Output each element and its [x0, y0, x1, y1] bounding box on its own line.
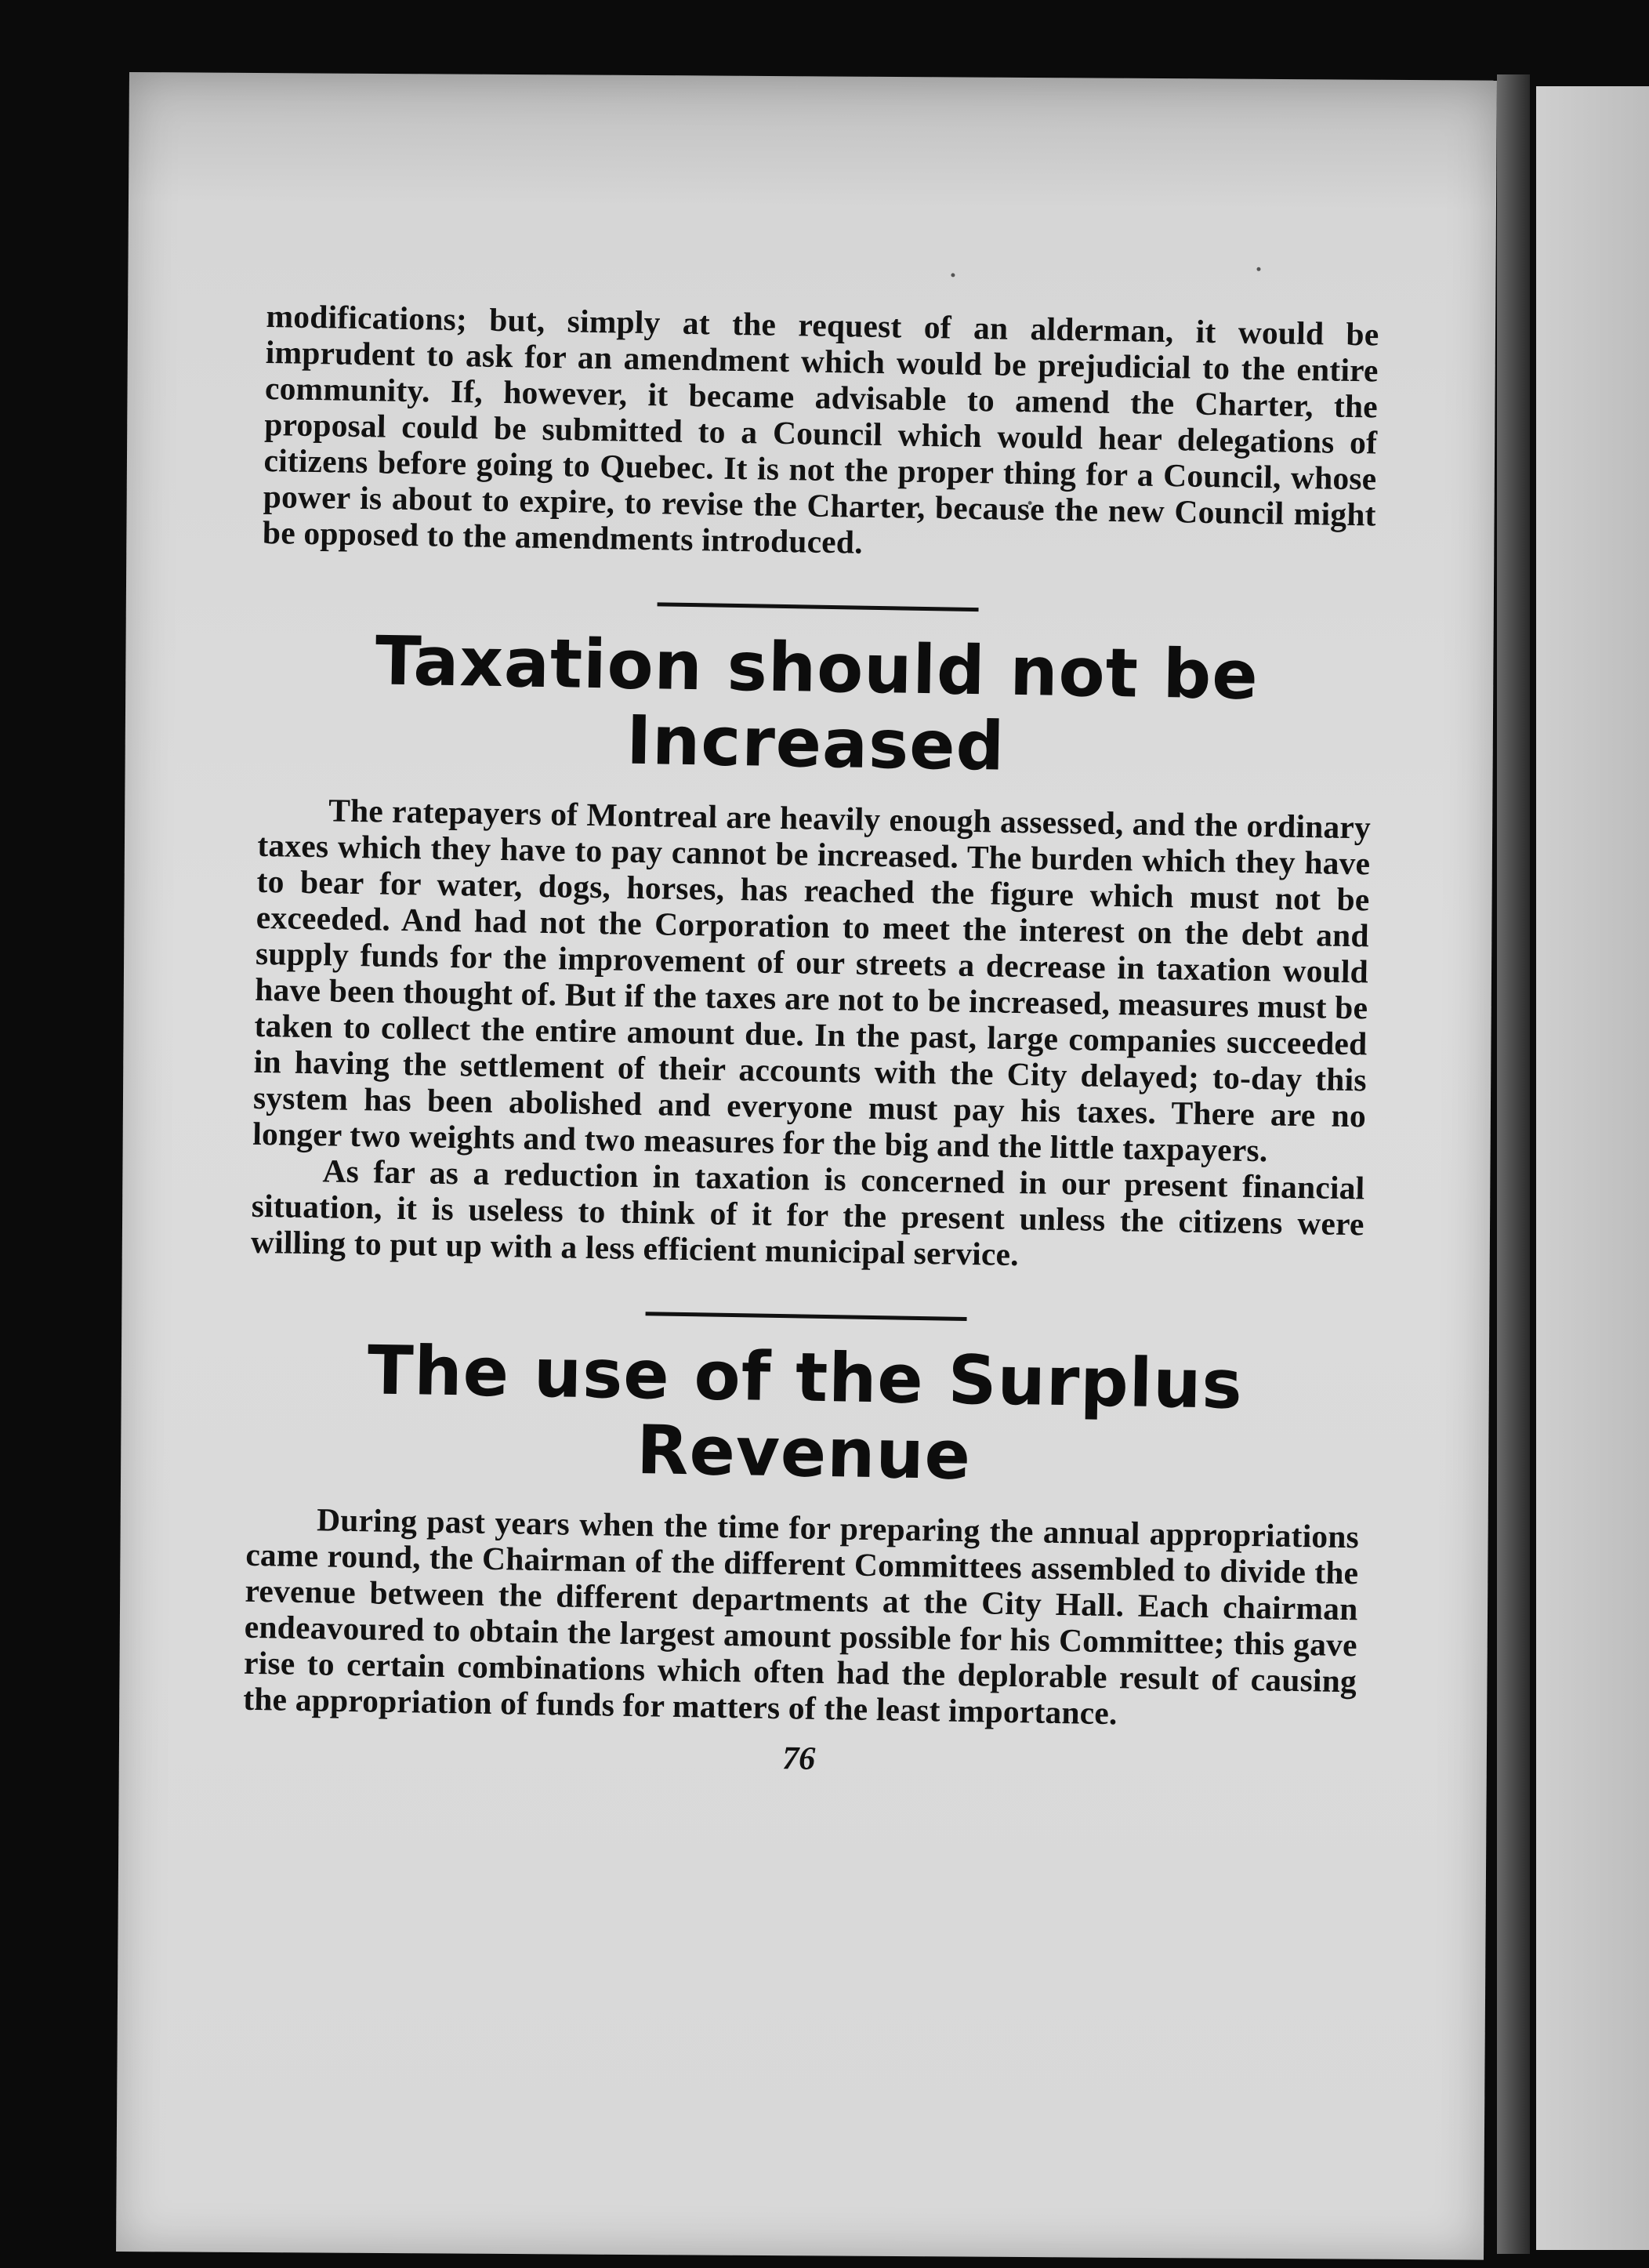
section-heading: The use of the Surplus Revenue: [367, 1331, 1244, 1496]
page-content: [242, 298, 1379, 1787]
paper-speck: [951, 273, 955, 277]
page-number: 76: [781, 1740, 816, 1777]
intro-paragraph: modifications; but, simply at the request of an alderman, it would be imprudent to ask for an amendment which would be prejudicial to the entire community. If, however, it became advisable to amend the Charter, the proposal could be submitted to a Council which would hear delegations of citizens before going to Quebec. It is not the proper thing for a Council, whose power is about to expire, to revise the Charter, because the new Council might be opposed to the amendments introduced.: [262, 298, 1379, 561]
section-taxation: [251, 622, 1374, 1278]
section-divider: [646, 1312, 967, 1321]
section-paragraph: During past years when the time for preparing the annual appropriations came round, the Chairman of the different Committees assembled to divide the revenue between the different departments at the City Hall. Each chairman endeavoured to obtain the largest amount possible for his Committee; this gave rise to certain combinations which often had the deplorable result of causing the appropriation of funds for matters of the least importance.: [242, 1501, 1360, 1732]
section-surplus-revenue: [243, 1331, 1362, 1735]
page-gutter: [1497, 74, 1530, 2254]
facing-page-edge: [1536, 86, 1649, 2250]
section-heading: Taxation should not be Increased: [375, 622, 1259, 786]
section-paragraph: The ratepayers of Montreal are heavily enough assessed, and the ordinary taxes which they have to pay cannot be increased. The burden which they have to bear for water, dogs, horses, has reached the figure which must not be exceeded. And had not the Corporation to meet the interest on the debt and supply funds for the improvement of our streets a decrease in taxation would have been thought of. But if the taxes are not to be increased, measures must be taken to collect the entire amount due. In the past, large companies succeeded in having the settlement of their accounts with the City delayed; to-day this system has been abolished and everyone must pay his taxes. There are no longer two weights and two measures for the big and the little taxpayers.: [252, 792, 1372, 1169]
section-paragraph: As far as a reduction in taxation is concerned in our present financial situation, it is useless to think of it for the present unless the citizens were willing to put up with a less efficient municipal service.: [250, 1152, 1365, 1273]
section-divider: [658, 602, 979, 611]
paper-speck: [1256, 267, 1260, 271]
